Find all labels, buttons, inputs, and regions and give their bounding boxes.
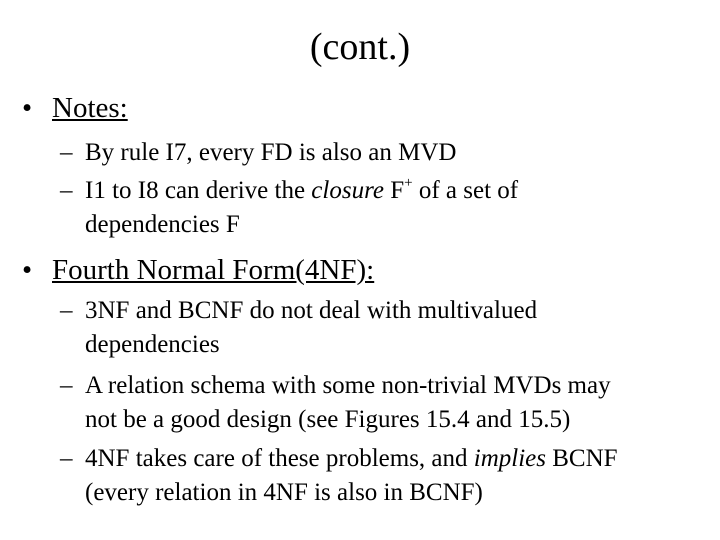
dash-icon: –: [60, 177, 73, 204]
sub-item-emphasis: closure: [311, 177, 384, 204]
sub-item-emphasis: implies: [473, 445, 546, 472]
bullet-label: Notes:: [52, 92, 128, 124]
slide-title: (cont.): [309, 26, 411, 68]
sub-item-text-pre: I1 to I8 can derive the: [85, 177, 312, 204]
sub-item-continuation: (every relation in 4NF is also in BCNF): [85, 479, 483, 506]
bullet-icon: •: [22, 92, 33, 124]
bullet-notes: [22, 90, 128, 126]
sub-item: [60, 369, 700, 437]
sub-item-continuation: not be a good design (see Figures 15.4 and 15.5): [85, 406, 571, 433]
sub-item-text-pre: 4NF takes care of these problems, and: [85, 445, 474, 472]
sub-item-continuation: dependencies: [85, 331, 220, 358]
superscript: +: [404, 174, 413, 191]
dash-icon: –: [60, 139, 73, 166]
sub-item: [60, 294, 700, 362]
bullet-icon: •: [22, 254, 33, 286]
sub-item-text: By rule I7, every FD is also an MVD: [85, 139, 457, 166]
sub-item-text: 3NF and BCNF do not deal with multivalued: [85, 297, 538, 324]
sub-item-text: A relation schema with some non-trivial MVDs may: [85, 372, 611, 399]
sub-item-text-post: BCNF: [546, 445, 618, 472]
sub-item-text-post: of a set of: [412, 177, 519, 204]
dash-icon: –: [60, 445, 73, 472]
dash-icon: –: [60, 297, 73, 324]
sub-item: [60, 442, 700, 510]
dash-icon: –: [60, 372, 73, 399]
sub-item-continuation: dependencies F: [85, 211, 240, 238]
bullet-4nf: [22, 252, 374, 288]
bullet-label: Fourth Normal Form(4NF):: [52, 254, 375, 286]
sub-item-text-mid: F: [383, 177, 405, 204]
sub-item: [60, 136, 700, 170]
sub-item: [60, 174, 700, 242]
